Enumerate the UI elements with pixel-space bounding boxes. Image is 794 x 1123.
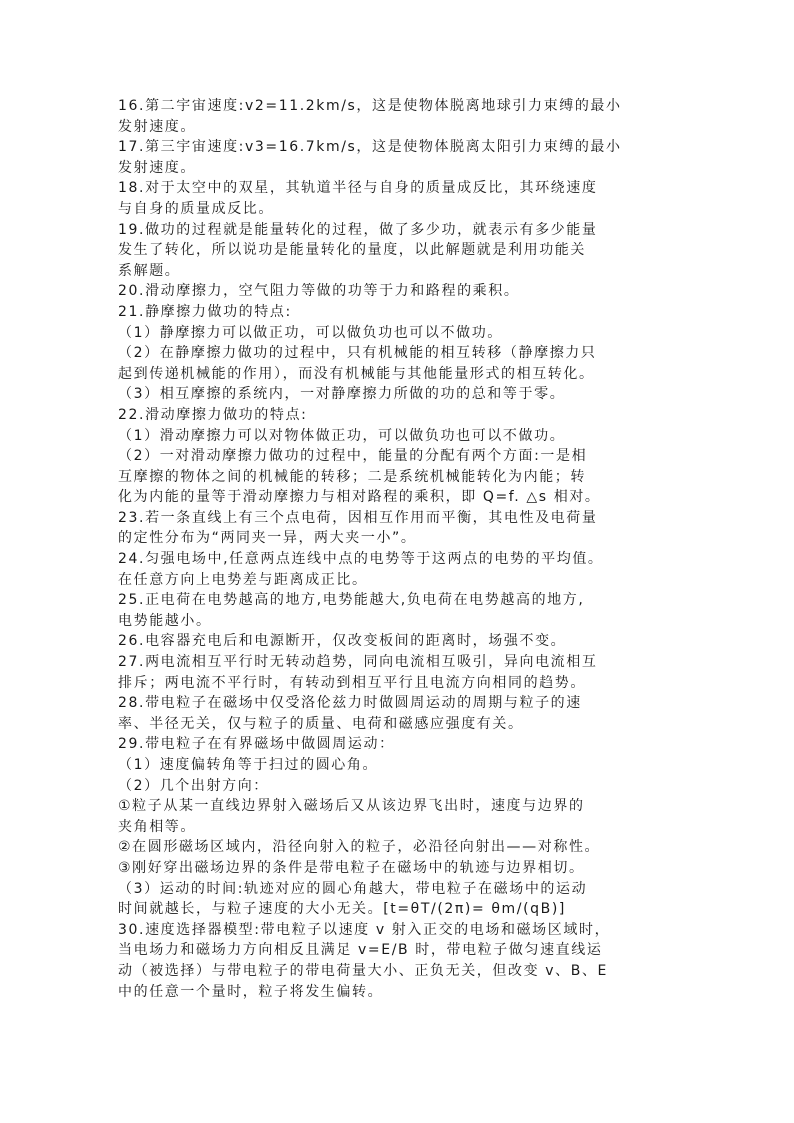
text-line: 17.第三宇宙速度:v3=16.7km/s，这是使物体脱离太阳引力束缚的最小 <box>118 139 622 156</box>
text-line: 29.带电粒子在有界磁场中做圆周运动： <box>118 736 395 753</box>
text-line: 化为内能的量等于滑动摩擦力与相对路程的乘积，即 Q=f. △s 相对。 <box>118 489 601 506</box>
text-line: 率、半径无关，仅与粒子的质量、电荷和磁感应强度有关。 <box>118 715 524 732</box>
text-line: （1）滑动摩擦力可以对物体做正功，可以做负功也可以不做功。 <box>118 427 566 444</box>
text-line: 16.第二宇宙速度:v2=11.2km/s，这是使物体脱离地球引力束缚的最小 <box>118 98 622 114</box>
text-line: 系解题。 <box>118 262 181 279</box>
text-line: 时间就越长，与粒子速度的大小无关。[t=θT/(2π)= θm/(qB)] <box>118 901 566 918</box>
text-line: （2）一对滑动摩擦力做功的过程中，能量的分配有两个方面:一是相 <box>118 448 588 465</box>
text-line: 电势能越小。 <box>118 612 212 629</box>
text-line: （1）静摩擦力可以做正功，可以做负功也可以不做功。 <box>118 324 503 341</box>
text-line: 19.做功的过程就是能量转化的过程，做了多少功，就表示有多少能量 <box>118 221 598 238</box>
text-line: 21.静摩擦力做功的特点: <box>118 303 292 320</box>
text-line: （3）相互摩擦的系统内，一对静摩擦力所做的功的总和等于零。 <box>118 386 566 403</box>
text-line: 发射速度。 <box>118 118 196 135</box>
text-line: ①粒子从某一直线边界射入磁场后又从该边界飞出时，速度与边界的 <box>118 798 585 815</box>
text-line: 动（被选择）与带电粒子的带电荷量大小、正负无关，但改变 v、B、E <box>118 962 608 979</box>
text-line: 与自身的质量成反比。 <box>118 200 274 217</box>
text-line: 当电场力和磁场力方向相反且满足 v=E/B 时，带电粒子做匀速直线运 <box>118 942 603 959</box>
text-line: （1）速度偏转角等于扫过的圆心角。 <box>118 757 379 773</box>
text-line: 27.两电流相互平行时无转动趋势，同向电流相互吸引，异向电流相互 <box>118 654 598 671</box>
text-line: 中的任意一个量时，粒子将发生偏转。 <box>118 983 384 1000</box>
text-line: 23.若一条直线上有三个点电荷，因相互作用而平衡，其电性及电荷量 <box>118 509 598 526</box>
text-line: 发射速度。 <box>118 159 196 176</box>
text-line: （2）几个出射方向： <box>118 777 269 794</box>
text-line: ③刚好穿出磁场边界的条件是带电粒子在磁场中的轨迹与边界相切。 <box>118 859 585 876</box>
text-line: 26.电容器充电后和电源断开，仅改变板间的距离时，场强不变。 <box>118 633 567 650</box>
text-line: ②在圆形磁场区域内，沿径向射入的粒子，必沿径向射出——对称性。 <box>118 839 601 856</box>
text-line: 30.速度选择器模型:带电粒子以速度 v 射入正交的电场和磁场区域时， <box>118 921 611 938</box>
text-line: 夹角相等。 <box>118 818 196 835</box>
text-line: 起到传递机械能的作用），而没有机械能与其他能量形式的相互转化。 <box>118 365 595 382</box>
text-line: 发生了转化，所以说功是能量转化的量度，以此解题就是利用功能关 <box>118 242 586 259</box>
text-line: 28.带电粒子在磁场中仅受洛伦兹力时做圆周运动的周期与粒子的速 <box>118 695 582 712</box>
text-line: 互摩擦的物体之间的机械能的转移；二是系统机械能转化为内能；转 <box>118 468 586 485</box>
text-line: 18.对于太空中的双星，其轨道半径与自身的质量成反比，其环绕速度 <box>118 180 598 197</box>
text-line: （2）在静摩擦力做功的过程中，只有机械能的相互转移（静摩擦力只 <box>118 345 597 362</box>
text-line: （3）运动的时间:轨迹对应的圆心角越大，带电粒子在磁场中的运动 <box>118 880 588 897</box>
text-line: 排斥；两电流不平行时，有转动到相互平行且电流方向相同的趋势。 <box>118 674 586 691</box>
text-line: 22.滑动摩擦力做功的特点: <box>118 406 308 423</box>
text-line: 24.匀强电场中,任意两点连线中点的电势等于这两点的电势的平均值。 <box>118 551 604 568</box>
text-line: 在任意方向上电势差与距离成正比。 <box>118 571 368 588</box>
document-body <box>118 96 690 1002</box>
text-line: 20.滑动摩擦力，空气阻力等做的功等于力和路程的乘积。 <box>118 283 520 300</box>
text-line: 25.正电荷在电势越高的地方,电势能越大,负电荷在电势越高的地方, <box>118 592 585 609</box>
text-line: 的定性分布为“两同夹一异，两大夹一小”。 <box>118 530 417 547</box>
